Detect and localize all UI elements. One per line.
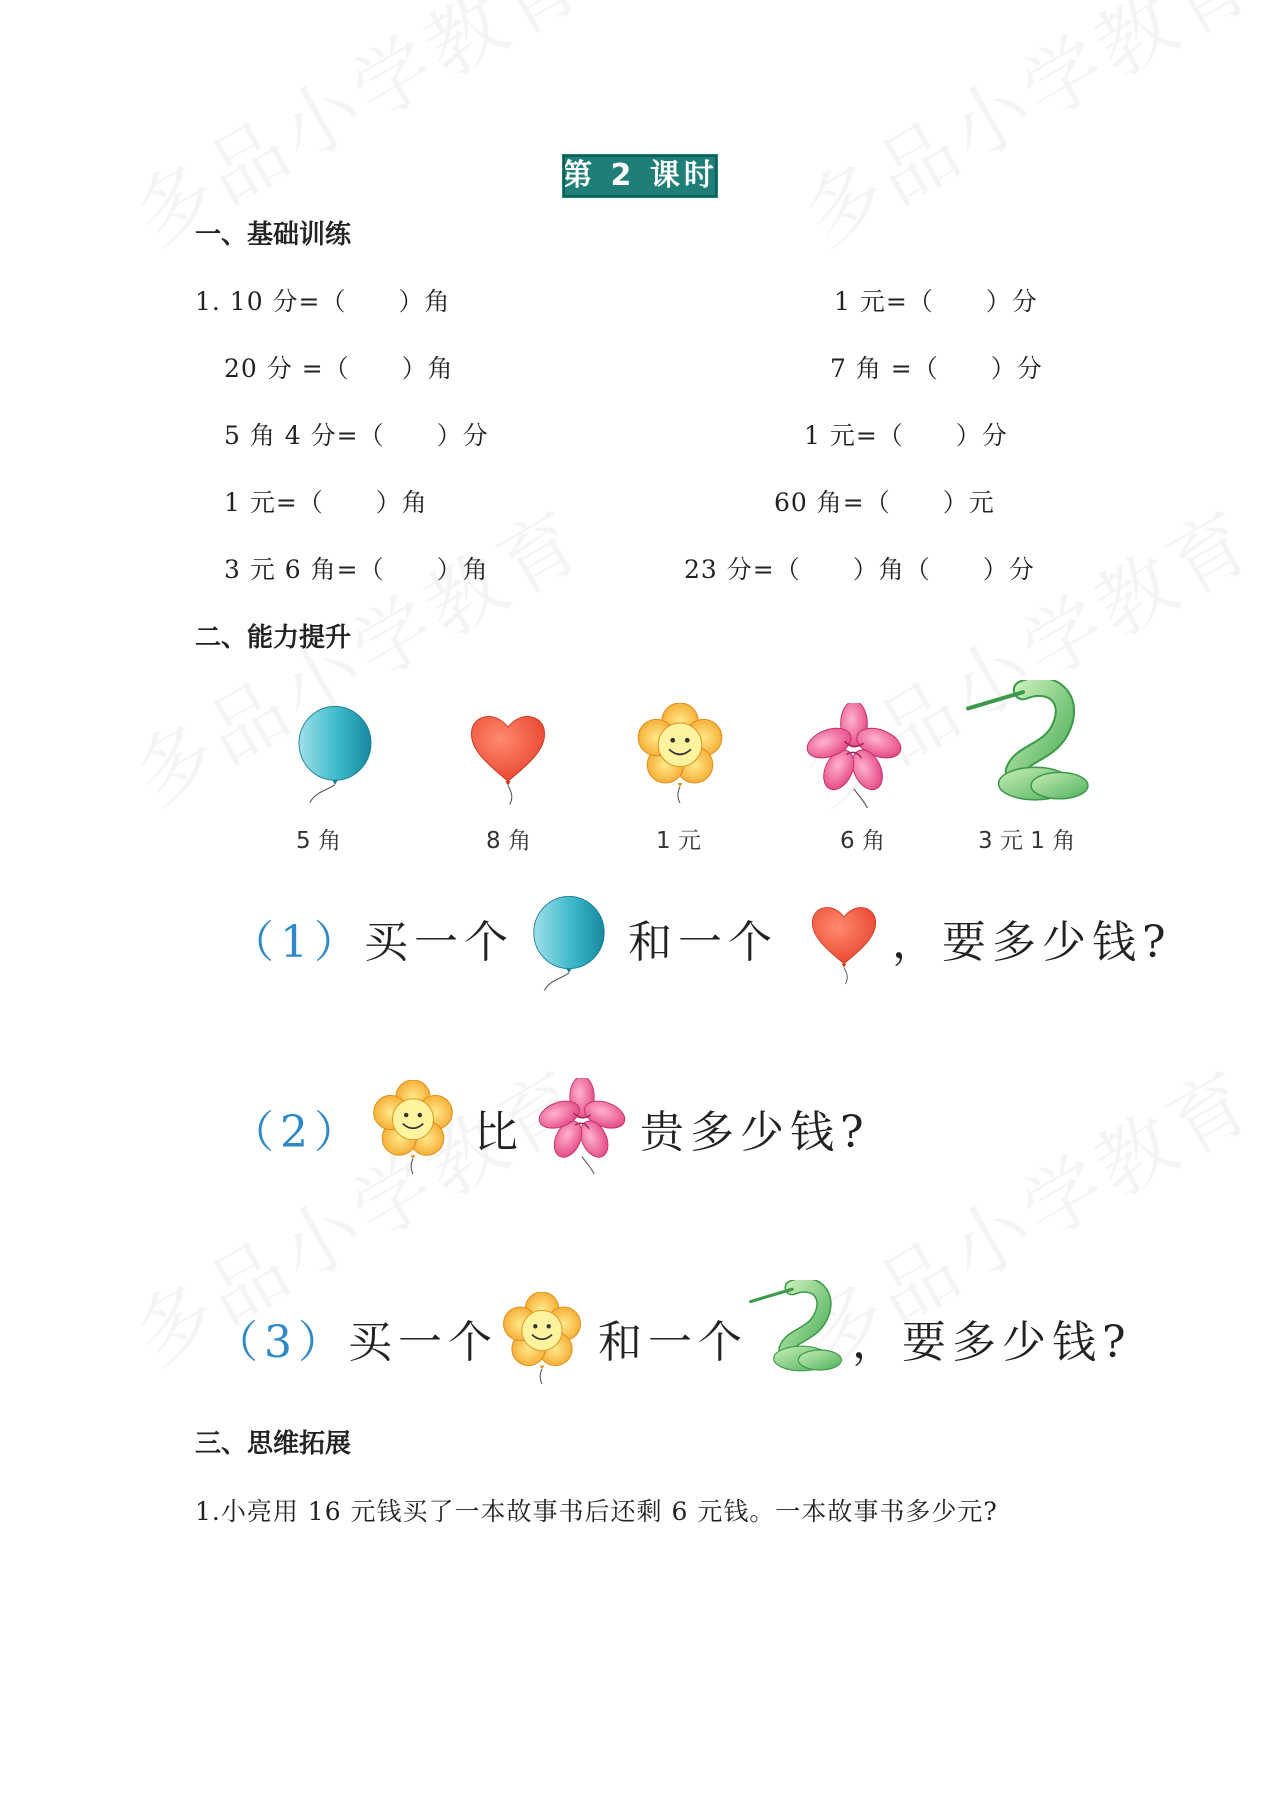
thinking-item: 1.小亮用 16 元钱买了一本故事书后还剩 6 元钱。一本故事书多少元? (195, 1497, 998, 1526)
basic-item: 1 元=（ ）分 (834, 287, 1038, 316)
question-text: 贵多少钱? (640, 1107, 870, 1158)
pink-flower-balloon-icon (806, 703, 902, 808)
question-text: 买一个 (364, 917, 514, 968)
question-3 (214, 1306, 498, 1370)
section-heading-thinking: 三、思维拓展 (195, 1429, 352, 1459)
heart-balloon-icon (805, 895, 883, 987)
basic-item: 7 角 =（ ）分 (830, 354, 1043, 383)
price-label-snake: 3 元 1 角 (978, 828, 1076, 854)
question-text: 和一个 (628, 917, 778, 968)
snake-balloon-icon (746, 1280, 846, 1380)
question-2 (230, 1096, 364, 1160)
section-heading-ability: 二、能力提升 (195, 623, 352, 653)
question-number: （3） (214, 1317, 348, 1368)
basic-item: 1 元=（ ）分 (804, 421, 1008, 450)
blue-balloon-icon (290, 705, 380, 805)
watermark (780, 0, 1272, 267)
sunflower-balloon-icon (500, 1292, 584, 1384)
question-text: ，要多少钱? (892, 917, 1172, 968)
question-text: 买一个 (348, 1317, 498, 1368)
question-1 (230, 906, 514, 970)
section-heading-basic: 一、基础训练 (195, 220, 352, 250)
basic-item: 1 元=（ ）角 (224, 488, 428, 517)
question-text: ，要多少钱? (852, 1317, 1132, 1368)
blue-balloon-icon (525, 895, 613, 993)
price-label-pinkflower: 6 角 (840, 828, 885, 854)
basic-item: 20 分 =（ ）角 (224, 354, 454, 383)
pink-flower-balloon-icon (538, 1078, 626, 1174)
question-text: 和一个 (598, 1317, 748, 1368)
basic-item: 3 元 6 角=（ ）角 (224, 555, 489, 584)
question-text: 比 (474, 1107, 524, 1158)
lesson-title: 第 2 课时 (562, 154, 718, 198)
price-label-heart: 8 角 (486, 828, 531, 854)
basic-item: 23 分=（ ）角（ ）分 (684, 555, 1035, 584)
basic-item: 60 角=（ ）元 (774, 488, 995, 517)
watermark (110, 0, 602, 267)
basic-item: 1. 10 分=（ ）角 (195, 287, 451, 316)
price-label-sunflower: 1 元 (656, 828, 701, 854)
price-label-balloon: 5 角 (296, 828, 341, 854)
snake-balloon-icon (962, 680, 1094, 812)
basic-item: 5 角 4 分=（ ）分 (224, 421, 489, 450)
heart-balloon-icon (463, 705, 553, 805)
question-number: （1） (230, 917, 364, 968)
question-number: （2） (230, 1107, 364, 1158)
sunflower-balloon-icon (634, 703, 726, 803)
sunflower-balloon-icon (370, 1080, 456, 1174)
